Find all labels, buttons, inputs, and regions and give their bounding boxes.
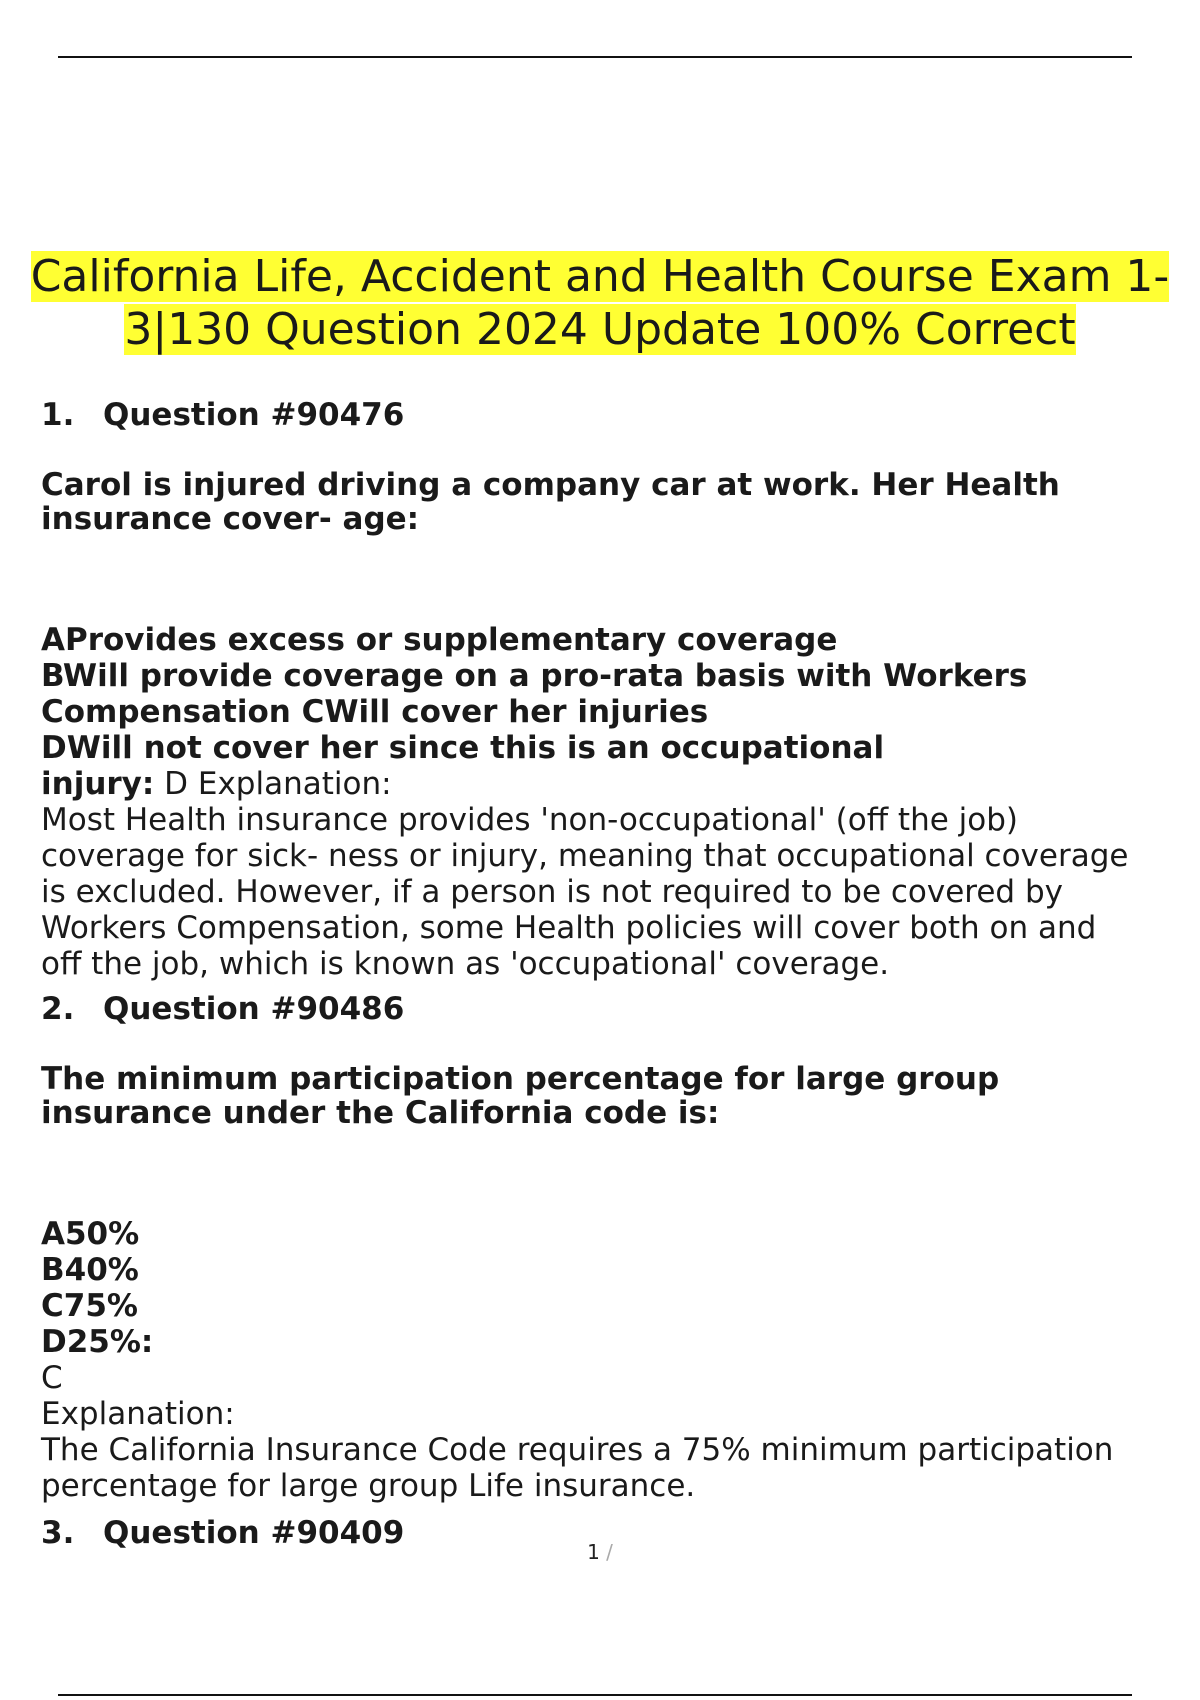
answer-inline: D Explanation: — [154, 766, 392, 802]
question-id: Question #90476 — [103, 397, 405, 433]
page-number — [0, 1540, 1200, 1564]
question-block — [41, 396, 1161, 982]
bottom-rule — [58, 1694, 1132, 1696]
option-c: C75% — [41, 1288, 138, 1324]
explanation-line: percentage for large group Life insurance. — [41, 1468, 696, 1504]
option-b-c: Compensation CWill cover her injuries — [41, 694, 709, 730]
explanation-text — [41, 802, 1161, 982]
stem-line: Carol is injured driving a company car at work. Her Health — [41, 467, 1060, 503]
question-stem — [41, 468, 1161, 536]
explanation-line: Most Health insurance provides 'non-occupational' (off the job) — [41, 802, 1018, 838]
page-current: 1 — [587, 1540, 600, 1564]
option-d-end: injury: — [41, 766, 155, 802]
answer-options — [41, 622, 1161, 982]
option-a: A50% — [41, 1216, 140, 1252]
explanation-line: off the job, which is known as 'occupational' coverage. — [41, 946, 890, 982]
question-id: Question #90486 — [103, 991, 405, 1027]
answer-options — [41, 1216, 1161, 1504]
stem-line: insurance cover- age: — [41, 501, 420, 537]
option-b: B40% — [41, 1252, 139, 1288]
top-rule — [58, 56, 1132, 58]
question-number: 1. — [41, 397, 75, 433]
question-block — [41, 990, 1161, 1504]
document-body — [41, 396, 1161, 1552]
option-d: D25%: — [41, 1324, 154, 1360]
stem-line: The minimum participation percentage for large group — [41, 1061, 1000, 1097]
question-stem — [41, 1062, 1161, 1130]
question-heading — [41, 396, 1161, 434]
question-number: 2. — [41, 991, 75, 1027]
option-b: BWill provide coverage on a pro-rata basis with Workers — [41, 658, 1028, 694]
title-line-1: California Life, Accident and Health Course Exam 1- — [30, 251, 1170, 302]
explanation-line: The California Insurance Code requires a 75% minimum participation — [41, 1432, 1114, 1468]
question-heading — [41, 990, 1161, 1028]
explanation-label: Explanation: — [41, 1396, 235, 1432]
option-d: DWill not cover her since this is an occupational — [41, 730, 885, 766]
explanation-line: Workers Compensation, some Health policies will cover both on and — [41, 910, 1097, 946]
document-title — [20, 250, 1180, 356]
page-separator: / — [606, 1540, 613, 1564]
answer-line — [41, 766, 1161, 802]
explanation-text — [41, 1432, 1161, 1504]
answer-value: C — [41, 1360, 63, 1396]
question-number: 3. — [41, 1515, 75, 1551]
title-line-2: 3|130 Question 2024 Update 100% Correct — [124, 304, 1076, 355]
explanation-line: coverage for sick- ness or injury, meaning that occupational coverage — [41, 838, 1129, 874]
question-id: Question #90409 — [103, 1515, 405, 1551]
explanation-line: is excluded. However, if a person is not required to be covered by — [41, 874, 1063, 910]
option-a: AProvides excess or supplementary coverage — [41, 622, 838, 658]
stem-line: insurance under the California code is: — [41, 1095, 720, 1131]
